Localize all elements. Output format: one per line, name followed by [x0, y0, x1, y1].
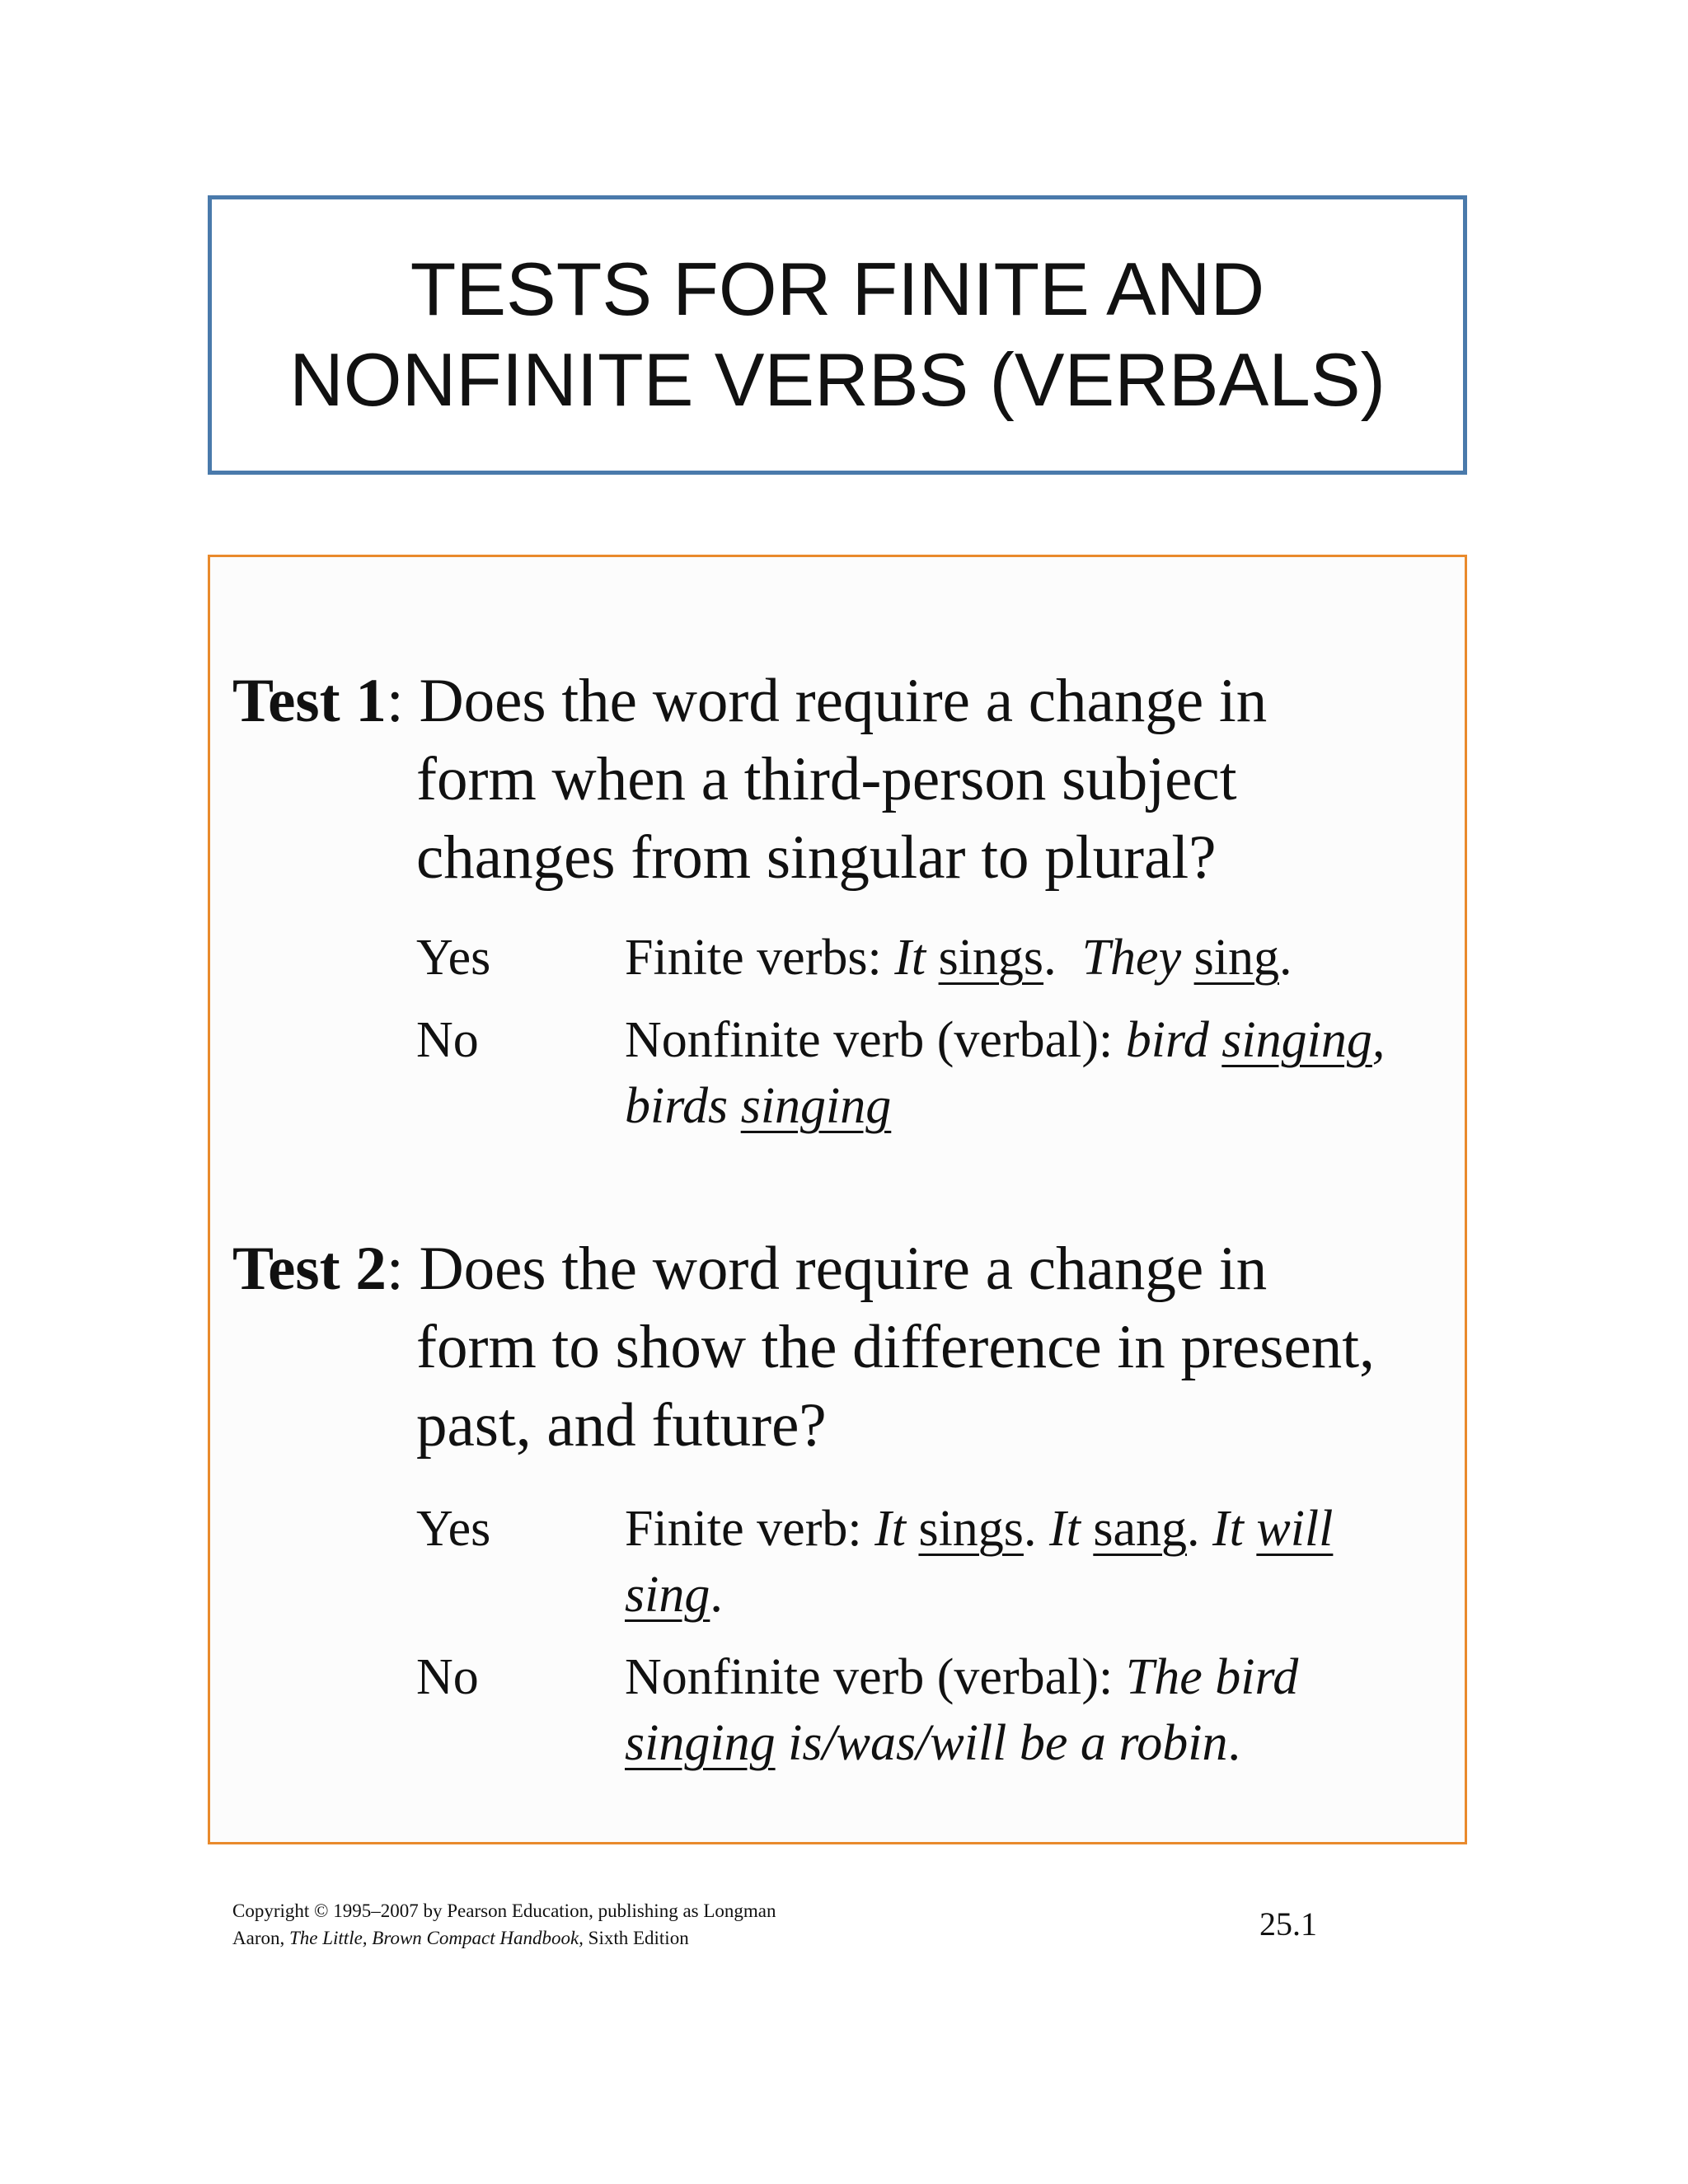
test2-yes-example-line-1: Finite verb: It sings. It sang. It will [625, 1501, 1334, 1557]
test2-label: Test 2 [232, 1235, 387, 1303]
title-line-1: TESTS FOR FINITE AND [410, 247, 1265, 331]
test2-no-example-line-2: singing is/was/will be a robin. [625, 1715, 1240, 1771]
test2-question-line-2: form to show the difference in present, [416, 1313, 1375, 1381]
footer-copyright: Copyright © 1995–2007 by Pearson Education, publishing as Longman [232, 1900, 776, 1921]
title-line-2: NONFINITE VERBS (VERBALS) [289, 338, 1386, 422]
test1-yes-answer: Yes [416, 930, 491, 986]
test2-yes-example-line-2: sing. [625, 1567, 723, 1623]
test2-no-example-line-1: Nonfinite verb (verbal): The bird [625, 1649, 1299, 1705]
test1-question-line-2: form when a third-person subject [416, 745, 1237, 813]
test1-no-answer: No [416, 1012, 479, 1068]
title-box [208, 195, 1467, 475]
footer-citation: Aaron, The Little, Brown Compact Handbook, Sixth Edition [232, 1928, 689, 1948]
test2-no-answer: No [416, 1649, 479, 1705]
test2-question-line-1: Test 2: Does the word require a change in [232, 1235, 1268, 1303]
test1-label: Test 1 [232, 667, 387, 735]
test1-question-line-1: Test 1: Does the word require a change in [232, 667, 1268, 735]
page-number: 25.1 [1259, 1905, 1317, 1943]
test2-question-line-3: past, and future? [416, 1391, 827, 1460]
test1-no-example-line-1: Nonfinite verb (verbal): bird singing, [625, 1012, 1386, 1068]
test1-no-example-line-2: birds singing [625, 1078, 892, 1134]
test1-yes-example: Finite verbs: It sings. They sing. [625, 930, 1292, 986]
test1-question-line-3: changes from singular to plural? [416, 823, 1217, 892]
test2-yes-answer: Yes [416, 1501, 491, 1557]
